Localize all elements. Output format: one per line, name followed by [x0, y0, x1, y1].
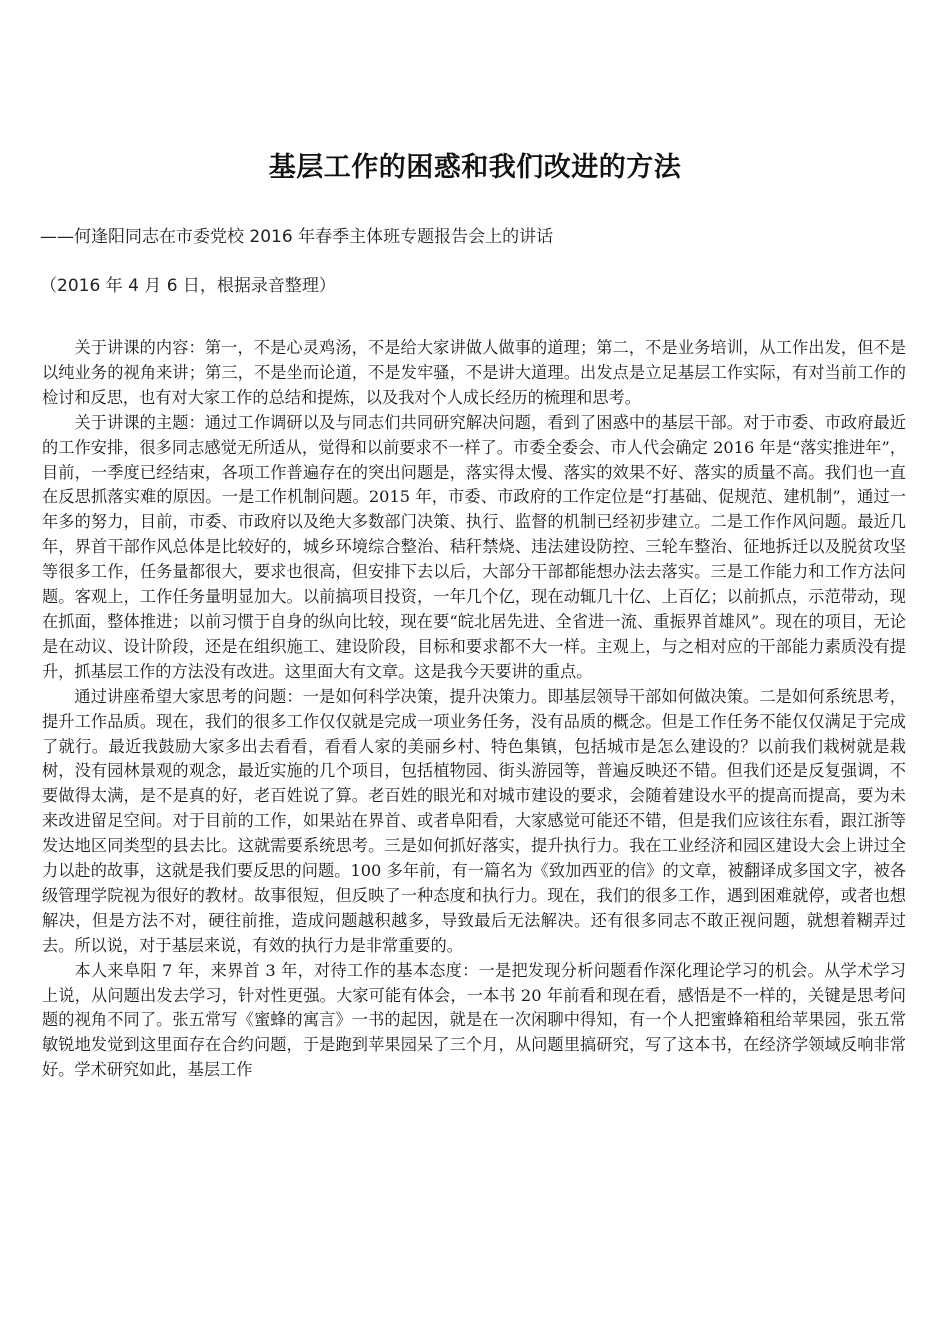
paragraph-questions-to-consider: 通过讲座希望大家思考的问题：一是如何科学决策，提升决策力。即基层领导干部如何做决策。二是如何系统思考，提升工作品质。现在，我们的很多工作仅仅就是完成一项业务任务，没有品质的概念。但是工作任务不能仅仅满足于完成了就行。最近我鼓励大家多出去看看，看看人家的美丽乡村、特色集镇，包括城市是怎么建设的？以前我们栽树就是栽树，没有园林景观的观念，最近实施的几个项目，包括植物园、街头游园等，普遍反映还不错。但我们还是反复强调，不要做得太满，是不是真的好，老百姓说了算。老百姓的眼光和对城市建设的要求，会随着建设水平的提高而提高，要为未来改进留足空间。对于目前的工作，如果站在界首、或者阜阳看，大家感觉可能还不错，但是我们应该往东看，跟江浙等发达地区同类型的县去比。这就需要系统思考。三是如何抓好落实，提升执行力。我在工业经济和园区建设大会上讲过全力以赴的故事，这就是我们要反思的问题。100 多年前，有一篇名为《致加西亚的信》的文章，被翻译成多国文字，被各级管理学院视为很好的教材。故事很短，但反映了一种态度和执行力。现在，我们的很多工作，遇到困难就停，或者也想解决，但是方法不对，硬往前推，造成问题越积越多，导致最后无法解决。还有很多同志不敢正视问题，就想着糊弄过去。所以说，对于基层来说，有效的执行力是非常重要的。 — [42, 686, 906, 955]
paragraph-work-attitude: 本人来阜阳 7 年，来界首 3 年，对待工作的基本态度：一是把发现分析问题看作深化理论学习的机会。从学术学习上说，从问题出发去学习，针对性更强。大家可能有体会，一本书 20 年前看和现在看，感悟是不一样的，关键是思考问题的视角不同了。张五常写《蜜蜂的寓言》一书的起因，就是在一次闲聊中得知，有一个人把蜜蜂箱租给苹果园，张五常敏锐地发觉到这里面存在合约问题，于是跑到苹果园呆了三个月，从问题里搞研究，写了这本书，在经济学领域反响非常好。学术研究如此，基层工作 — [42, 960, 906, 1080]
paragraph-lecture-theme: 关于讲课的主题：通过工作调研以及与同志们共同研究解决问题，看到了困惑中的基层干部。对于市委、市政府最近的工作安排，很多同志感觉无所适从，觉得和以前要求不一样了。市委全委会、市人代会确定 2016 年是“落实推进年”，目前，一季度已经结束，各项工作普遍存在的突出问题是，落实得太慢、落实的效果不好、落实的质量不高。我们也一直在反思抓落实难的原因。一是工作机制问题。2015 年，市委、市政府的工作定位是“打基础、促规范、建机制”，通过一年多的努力，目前，市委、市政府以及绝大多数部门决策、执行、监督的机制已经初步建立。二是工作作风问题。最近几年，界首干部作风总体是比较好的，城乡环境综合整治、秸秆禁烧、违法建设防控、三轮车整治、征地拆迁以及脱贫攻坚等很多工作，任务量都很大，要求也很高，但安排下去以后，大部分干部都能想办法去落实。三是工作能力和工作方法问题。客观上，工作任务量明显加大。以前搞项目投资，一年几个亿，现在动辄几十亿、上百亿；以前抓点，示范带动，现在抓面，整体推进；以前习惯于自身的纵向比较，现在要“皖北居先进、全省进一流、重振界首雄风”。现在的项目，无论是在动议、设计阶段，还是在组织施工、建设阶段，目标和要求都不大一样。主观上，与之相对应的干部能力素质没有提升，抓基层工作的方法没有改进。这里面大有文章。这是我今天要讲的重点。 — [42, 412, 906, 681]
document-title: 基层工作的困惑和我们改进的方法 — [268, 152, 682, 183]
document-body — [42, 336, 906, 1083]
document-subtitle: ——何逢阳同志在市委党校 2016 年春季主体班专题报告会上的讲话 — [40, 227, 554, 247]
paragraph-lecture-content: 关于讲课的内容：第一，不是心灵鸡汤，不是给大家讲做人做事的道理；第二，不是业务培训，从工作出发，但不是以纯业务的视角来讲；第三，不是坐而论道，不是发牢骚，不是讲大道理。出发点是立足基层工作实际，有对当前工作的检讨和反思，也有对大家工作的总结和提炼，以及我对个人成长经历的梳理和思考。 — [42, 338, 906, 407]
document-dateline: （2016 年 4 月 6 日，根据录音整理） — [40, 276, 336, 296]
